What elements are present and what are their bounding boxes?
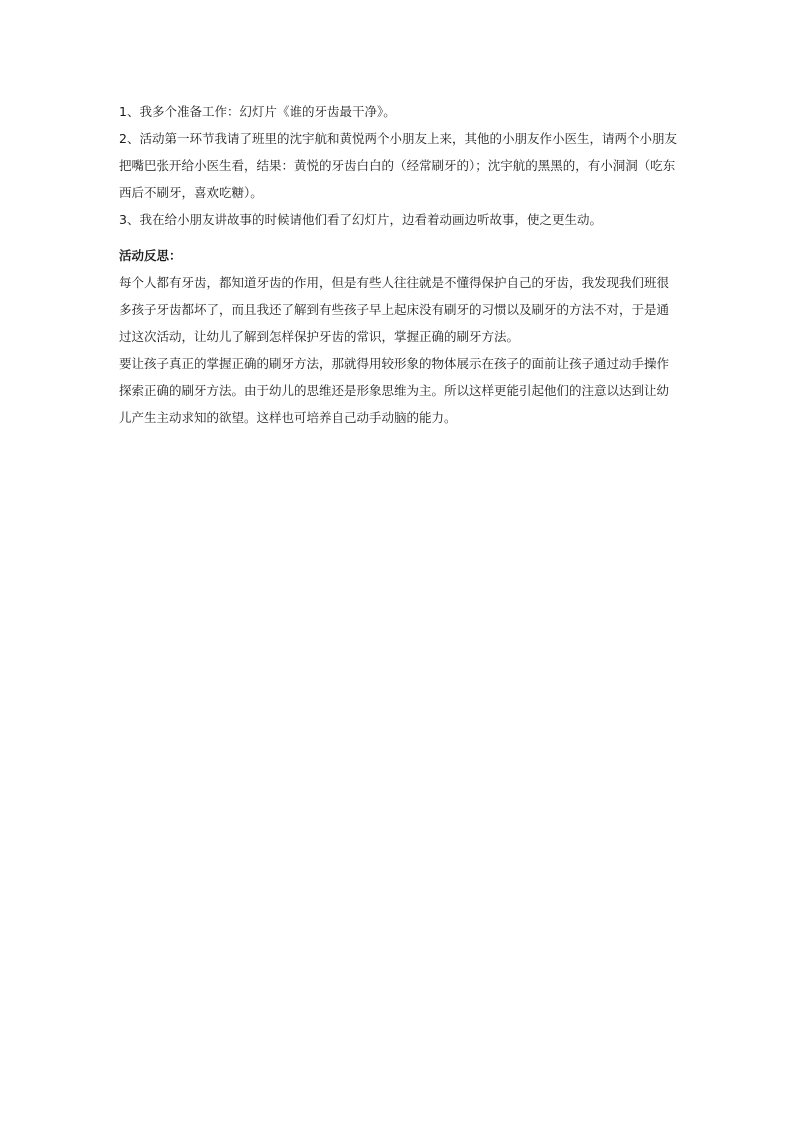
step-3-text: 3、我在给小朋友讲故事的时候请他们看了幻灯片，边看着动画边听故事，使之更生动。 xyxy=(119,212,602,227)
reflection-heading: 活动反思： xyxy=(119,248,182,263)
step-2-text: 2、活动第一环节我请了班里的沈宇航和黄悦两个小朋友上来，其他的小朋友作小医生，请两个小朋友把嘴巴张开给小医生看，结果：黄悦的牙齿白白的（经常刷牙的）；沈宇航的黑黑的，有小洞洞（吃东西后不刷牙，喜欢吃糖）。 xyxy=(119,131,677,200)
document-body xyxy=(119,98,679,431)
reflection-paragraph-2: 要让孩子真正的掌握正确的刷牙方法，那就得用较形象的物体展示在孩子的面前让孩子通过动手操作探索正确的刷牙方法。由于幼儿的思维还是形象思维为主。所以这样更能引起他们的注意以达到让幼儿产生主动求知的欲望。这样也可培养自己动手动脑的能力。 xyxy=(119,356,670,425)
step-1-text: 1、我多个准备工作：幻灯片《谁的牙齿最干净》。 xyxy=(119,104,396,119)
reflection-paragraph-1: 每个人都有牙齿，都知道牙齿的作用，但是有些人往往就是不懂得保护自己的牙齿，我发现我们班很多孩子牙齿都坏了，而且我还了解到有些孩子早上起床没有刷牙的习惯以及刷牙的方法不对，于是通过这次活动，让幼儿了解到怎样保护牙齿的常识，掌握正确的刷牙方法。 xyxy=(119,275,670,344)
